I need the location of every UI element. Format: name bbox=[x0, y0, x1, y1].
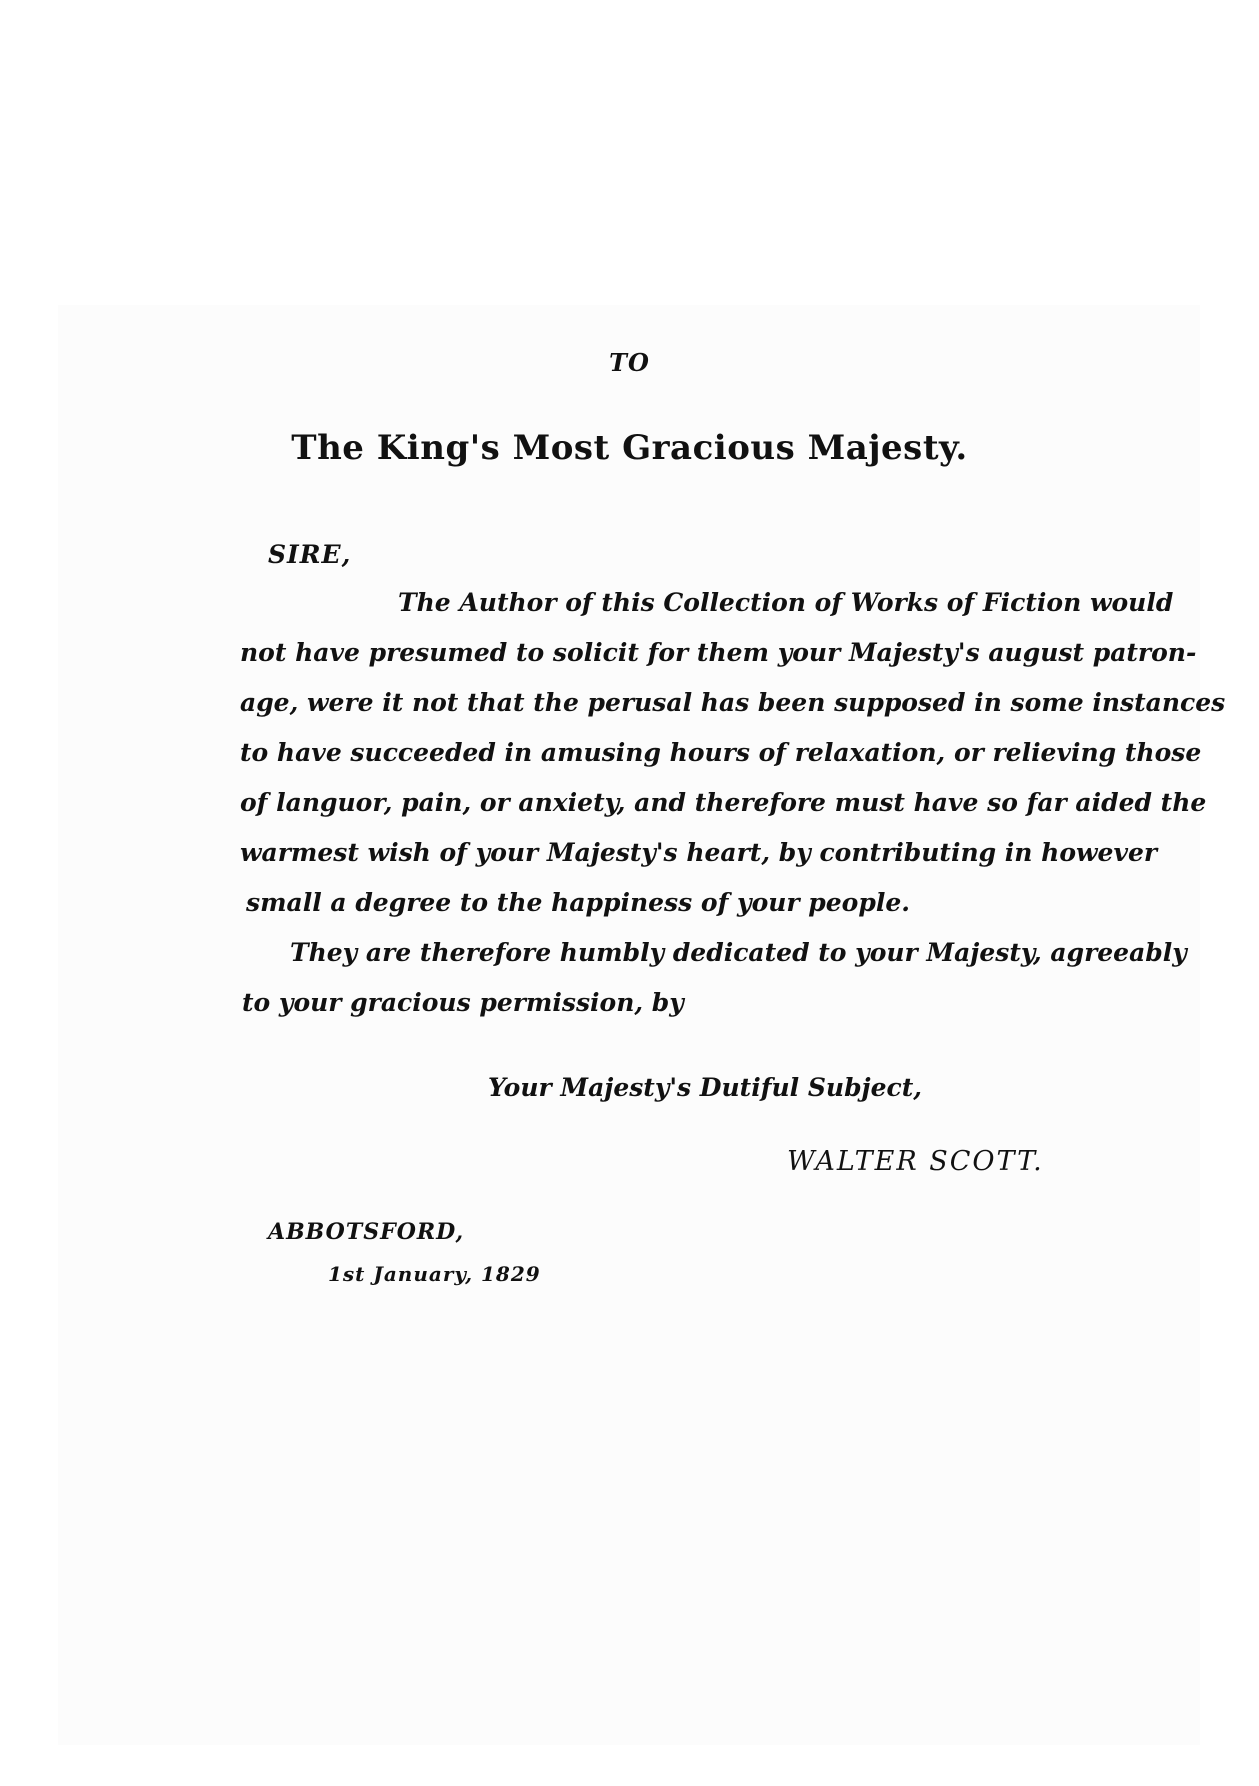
paragraph-1-line: warmest wish of your Majesty's heart, by contributing in however bbox=[240, 838, 1158, 867]
place-name: ABBOTSFORD, bbox=[268, 1219, 465, 1245]
paragraph-1-line: not have presumed to solicit for them your Majesty's august patron- bbox=[240, 638, 1197, 667]
paragraph-2-line: to your gracious permission, by bbox=[242, 988, 684, 1017]
dedication-to: TO bbox=[609, 348, 650, 377]
paragraph-1-line: of languor, pain, or anxiety, and therefore must have so far aided the bbox=[240, 788, 1207, 817]
paragraph-1-line: age, were it not that the perusal has been supposed in some instances bbox=[240, 688, 1226, 717]
date-line: 1st January, 1829 bbox=[328, 1262, 541, 1286]
paragraph-1-line: small a degree to the happiness of your people. bbox=[246, 888, 910, 917]
salutation: SIRE, bbox=[268, 540, 352, 569]
signature: WALTER SCOTT. bbox=[787, 1146, 1044, 1177]
dedication-title: The King's Most Gracious Majesty. bbox=[291, 428, 968, 468]
paragraph-1-line: to have succeeded in amusing hours of relaxation, or relieving those bbox=[240, 738, 1202, 767]
paragraph-1-line: The Author of this Collection of Works of Fiction would bbox=[398, 588, 1174, 617]
closing-line: Your Majesty's Dutiful Subject, bbox=[488, 1073, 922, 1102]
page-background bbox=[58, 305, 1226, 1745]
paragraph-2-line: They are therefore humbly dedicated to your Majesty, agreeably bbox=[290, 938, 1187, 967]
